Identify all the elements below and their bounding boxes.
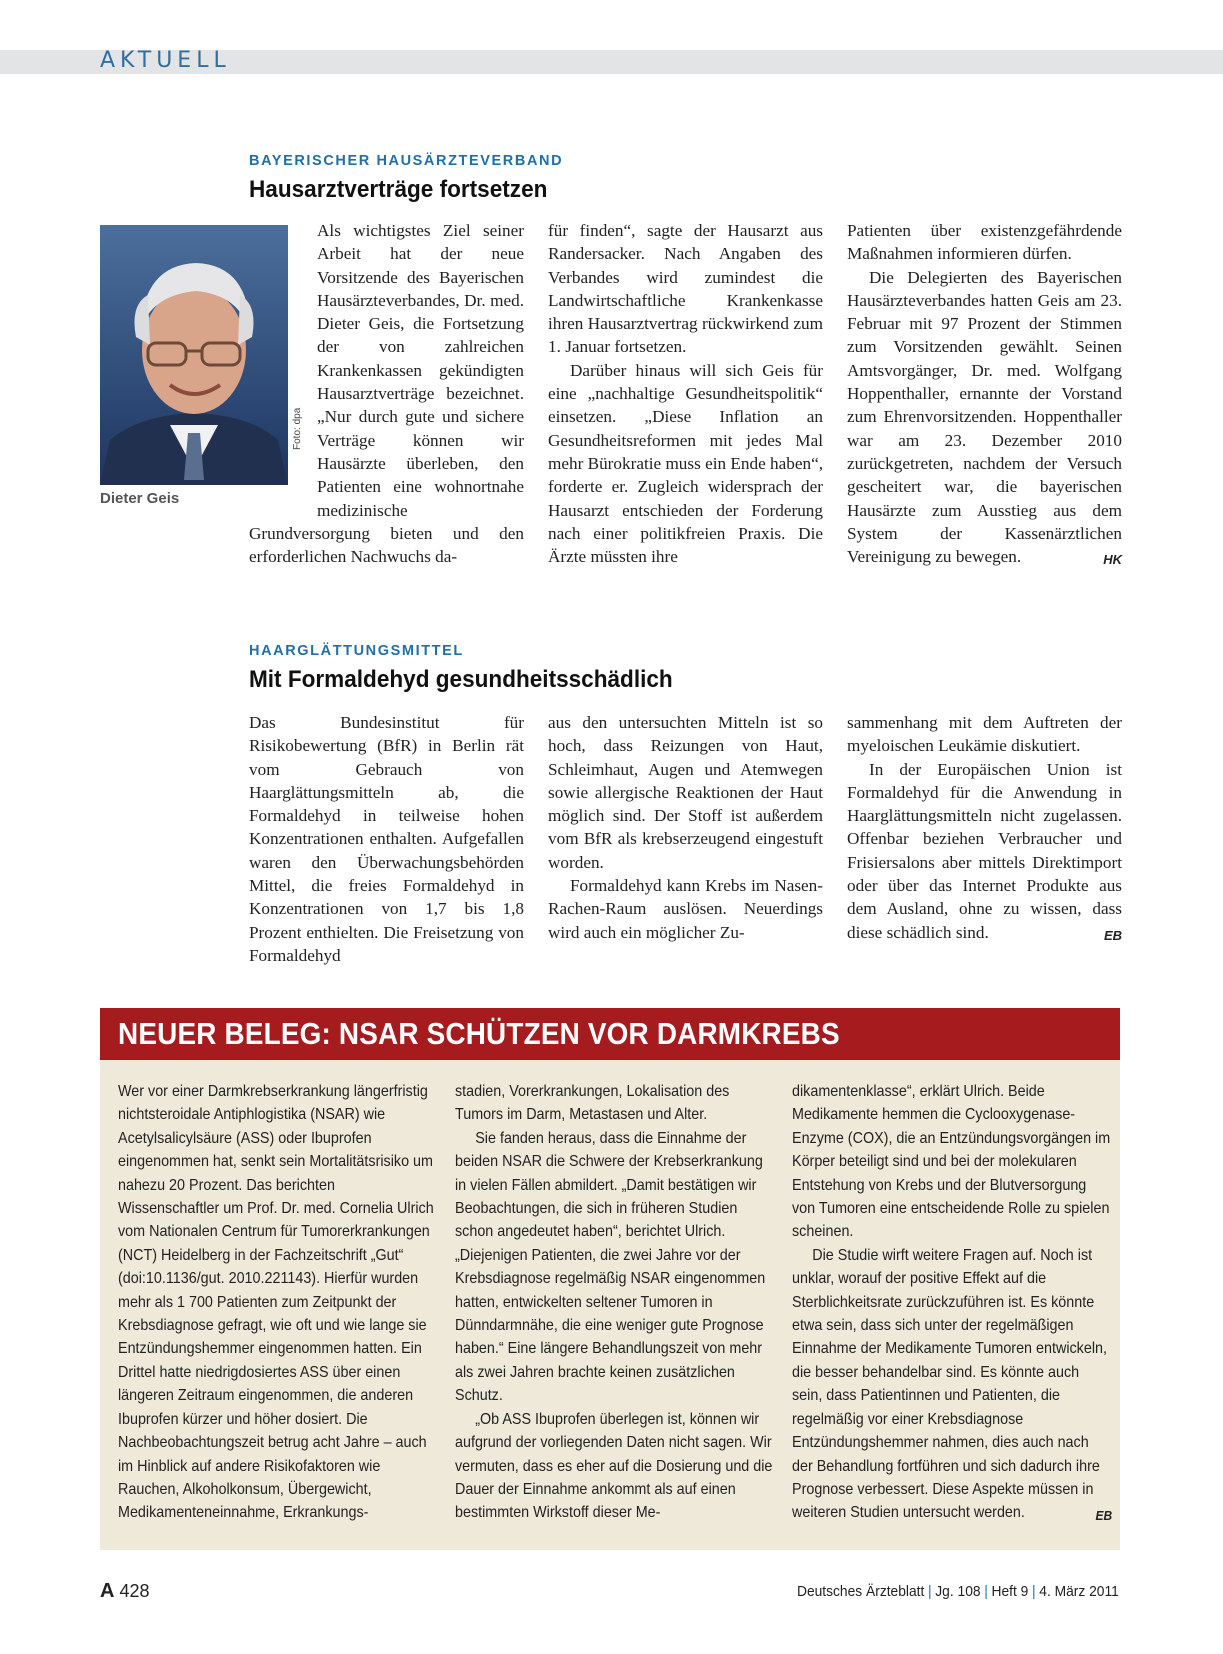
info-box-column-3 [792,1080,1112,1528]
footer-date: 4. März 2011 [1039,1583,1119,1600]
article1-col2-p2: Darüber hinaus will sich Geis für eine „nachhaltige Gesundheitspolitik“ einsetzen. „Diese Inflation an Gesundheitsreformen mit jedes Mal mehr Bürokratie muss ein Ende haben“, forderte er. Zugleich widersprach der Hausarzt entschieden der Forderung nach einer politikfreien Praxis. Die Ärzte müssten ihre [548,360,823,567]
article1-col3-p2 [847,266,1122,569]
page-number [100,1580,150,1603]
footer-journal: Deutsches Ärzteblatt [797,1583,925,1600]
photo-credit: Foto: dpa [292,407,303,450]
article1-title: Hausarztverträge fortsetzen [249,176,548,203]
info-box-signature: EB [1095,1508,1113,1524]
article2-column-3 [847,711,1122,947]
article2-column-2 [548,711,823,944]
article1-column-1 [249,219,524,568]
article1-signature: HK [1103,552,1122,568]
article2-col1-text: Das Bundesinstitut für Risikobewertung (BfR) in Berlin rät vom Gebrauch von Haarglättungsmitteln ab, die Formaldehyd in teilweise hohen Konzentrationen enthalten. Aufgefallen waren den Überwachungsbehörden Mittel, die freies Formaldehyd in Konzentrationen von 1,7 bis 1,8 Prozent enthielten. Die Freisetzung von Formaldehyd [249,713,524,965]
info-box-col2-p2: Sie fanden heraus, dass die Einnahme der beiden NSAR die Schwere der Krebserkrankung in vielen Fällen abmildert. „Damit bestätigen wir Beobachtungen, die sich in früheren Studien schon angedeutet haben“, berichtet Ulrich. „Diejenigen Patienten, die zwei Jahre vor der Krebsdiagnose regelmäßig NSAR eingenommen hatten, entwickelten seltener Tumoren in Dünndarmnähe, die eine weniger gute Prognose haben.“ Eine längere Behandlungszeit von mehr als zwei Jahren brachte keinen zusätzlichen Schutz. [455,1129,766,1405]
photo-caption: Dieter Geis [100,490,180,507]
info-box-title: NEUER BELEG: NSAR SCHÜTZEN VOR DARMKREBS [118,1016,840,1051]
info-box-col1-text: Wer vor einer Darmkrebserkrankung längerfristig nichtsteroidale Antiphlogistika (NSAR) wie Acetylsalicylsäure (ASS) oder Ibuprofen eingenommen hat, senkt sein Mortalitätsrisiko um nahezu 20 Prozent. Das berichten Wissenschaftler um Prof. Dr. med. Cornelia Ulrich vom Nationalen Centrum für Tumorerkrankungen (NCT) Heidelberg in der Fachzeitschrift „Gut“ (doi:10.1136/gut. 2010.221143). Hierfür wurden mehr als 1 700 Patienten zum Zeitpunkt der Krebsdiagnose gefragt, wie oft und wie lange sie Entzündungshemmer eingenommen hatten. Ein Drittel hatte niedrigdosiertes ASS über einen längeren Zeitraum eingenommen, die anderen Ibuprofen kürzer und höher dosiert. Die Nachbeobachtungszeit betrug acht Jahre – auch im Hinblick auf andere Risikofaktoren wie Rauchen, Alkoholkonsum, Übergewicht, Medikamenteneinnahme, Erkrankungs- [118,1083,434,1522]
article2-col2-p1: aus den untersuchten Mitteln ist so hoch, dass Reizungen von Haut, Schleimhaut, Augen und Atemwegen sowie allergische Reaktionen der Haut möglich sind. Der Stoff ist außerdem vom BfR als krebserzeugend eingestuft worden. [548,713,823,872]
article1-column-3 [847,219,1122,571]
page-number-value: 428 [119,1581,150,1601]
photo-wrap-spacer [249,219,317,505]
article2-col3-p2-text: In der Europäischen Union ist Formaldehyd für die Anwendung in Haarglättungsmitteln nicht zugelassen. Offenbar beziehen Verbraucher und Frisiersalons aber mittels Direktimport oder über das Internet Produkte aus dem Ausland, ohne zu wissen, dass diese schädlich sind. [847,759,1122,942]
info-box-title-bar [100,1008,1120,1060]
article1-col3-p2-text: Die Delegierten des Bayerischen Hausärzteverbandes hatten Geis am 23. Februar mit 97 Prozent der Stimmen zum Vorsitzenden gewählt. Seinen Amtsvorgänger, Dr. med. Wolfgang Hoppenthaller, ernannte der Vorstand zum Ehrenvorsitzenden. Hoppenthaller war am 23. Dezember 2010 zurückgetreten, nachdem der Versuch gescheitert war, die bayerischen Hausärzte zum Ausstieg aus dem System der Kassenärztlichen Vereinigung zu bewegen. [847,267,1122,567]
article2-signature: EB [1103,927,1122,943]
info-box-col3-p1: dikamentenklasse“, erklärt Ulrich. Beide Medikamente hemmen die Cyclooxygenase-Enzyme (COX), die an Entzündungsvorgängen im Körper beteiligt sind und bei der molekularen Entstehung von Krebs und der Blutversorgung von Tumoren eine entscheidende Rolle zu spielen scheinen. [792,1083,1111,1241]
footer-issue: Heft 9 [991,1583,1029,1600]
info-box-column-2 [455,1080,775,1525]
article2-col3-p2 [847,758,1122,944]
info-box-col3-p2-text: Die Studie wirft weitere Fragen auf. Noch ist unklar, worauf der positive Effekt auf die Sterblichkeitsrate zurückzuführen ist. Es könnte etwa sein, dass sich unter der regelmäßigen Einnahme der Medikamente Tumoren entwickeln, die besser behandelbar sind. Es könnte auch sein, dass Patientinnen und Patienten, die regelmäßig vor einer Krebsdiagnose Entzündungshemmer nahmen, dies auch nach der Behandlung fortführen und sich dadurch ihre Prognose verbessert. Diese Aspekte müssen in weiteren Studien untersucht werden. [792,1246,1107,1522]
footer-citation: Deutsches Ärzteblatt | Jg. 108 | Heft 9 | 4. März 2011 [797,1583,1119,1600]
article1-col2-p1: für finden“, sagte der Hausarzt aus Randersacker. Nach Angaben des Verbandes wird zumindest die Landwirtschaftliche Krankenkasse ihren Hausarztvertrag rückwirkend zum 1. Januar fortsetzen. [548,221,823,357]
article1-column-2 [548,219,823,568]
article2-col3-p1: sammenhang mit dem Auftreten der myeloischen Leukämie diskutiert. [847,713,1122,756]
page-prefix: A [100,1580,115,1602]
article1-col1-text: Als wichtigstes Ziel seiner Arbeit hat der neue Vorsitzende des Bayerischen Hausärzteverbandes, Dr. med. Dieter Geis, die Fortsetzung der von zahlreichen Krankenkassen gekündigten Hausarztverträge bezeichnet. „Nur durch gute und sichere Verträge können wir Hausärzte überleben, den Patienten eine wohnortnahe medizinische Grundversorgung bieten und den erforderlichen Nachwuchs da- [249,221,524,567]
info-box-col3-p2 [792,1244,1112,1525]
article2-kicker: HAARGLÄTTUNGSMITTEL [249,643,464,659]
article1-col3-p1: Patienten über existenzgefährdende Maßnahmen informieren dürfen. [847,221,1122,264]
article2-column-1 [249,711,524,967]
article2-title: Mit Formaldehyd gesundheitsschädlich [249,666,673,693]
footer-volume: Jg. 108 [935,1583,981,1600]
section-label: AKTUELL [100,48,231,73]
info-box-column-1 [118,1080,438,1525]
article2-col2-p2: Formaldehyd kann Krebs im Nasen-Rachen-Raum auslösen. Neuerdings wird auch ein möglicher Zu- [548,876,823,942]
info-box [100,1008,1120,1550]
info-box-col2-p1: stadien, Vorerkrankungen, Lokalisation des Tumors im Darm, Metastasen und Alter. [455,1083,730,1124]
info-box-col2-p3: „Ob ASS Ibuprofen überlegen ist, können wir aufgrund der vorliegenden Daten nicht sagen. Wir vermuten, dass es eher auf die Dosierung und die Dauer der Einnahme ankommt als auf einen bestimmten Wirkstoff dieser Me- [455,1410,773,1522]
article1-kicker: BAYERISCHER HAUSÄRZTEVERBAND [249,153,564,169]
